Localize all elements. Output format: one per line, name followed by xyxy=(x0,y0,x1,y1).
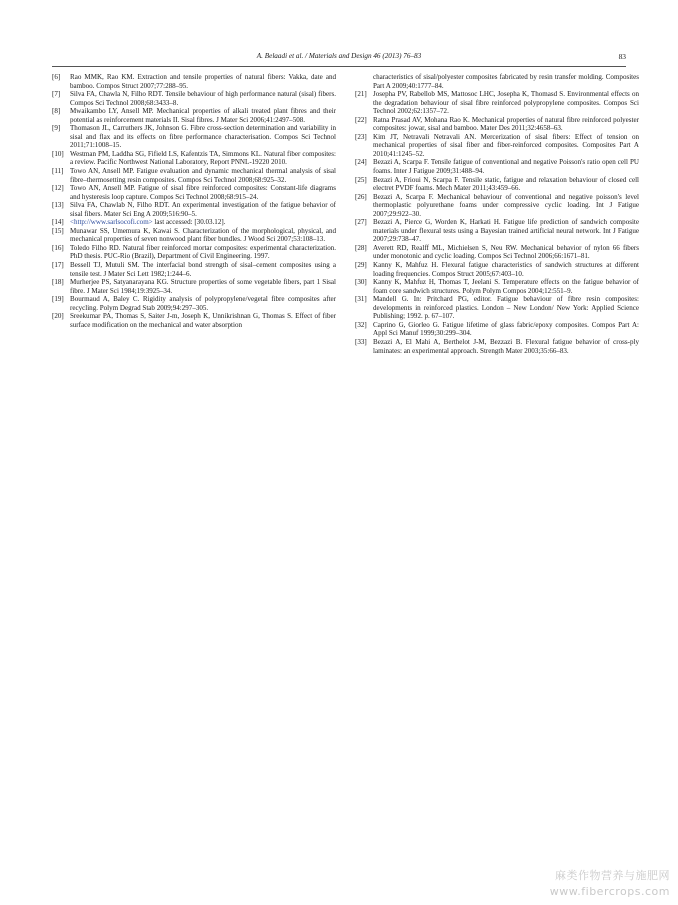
reference-item xyxy=(52,278,336,295)
reference-number: [10] xyxy=(52,149,64,158)
reference-text: Bezazi A, Scarpa F. Tensile fatigue of conventional and negative Poisson's ratio open cell PU foams. Inter J Fatigue 2009;31:488–94. xyxy=(373,158,639,176)
reference-text: Kanny K, Mahfuz H, Thomas T, Jeelani S. Temperature effects on the fatigue behavior of foam core sandwich structures. Polym Polym Compos 2004;12:551–9. xyxy=(373,278,639,295)
reference-item xyxy=(52,261,336,278)
reference-number: [24] xyxy=(355,158,367,167)
reference-text: Murherjee PS, Satyanarayana KG. Structure properties of some vegetable fibers, part 1 Sisal fibre. J Mater Sci 1984;19:3925–34. xyxy=(70,278,336,295)
reference-text: Josepha PV, Rabellob MS, Mattosoc LHC, Josepha K, Thomasd S. Environmental effects on the degradation behaviour of sisal fibre reinforced polypropylene composites. Compos Sci Technol 2002;62:1357–72. xyxy=(373,90,639,116)
reference-number: [18] xyxy=(52,278,64,287)
reference-number: [16] xyxy=(52,243,64,252)
reference-text: Sreekumar PA, Thomas S, Saiter J-m, Joseph K, Unnikrishnan G, Thomas S. Effect of fiber surface modification on the mechanical and water absorption xyxy=(70,312,336,329)
reference-number: [30] xyxy=(355,278,367,287)
reference-number: [19] xyxy=(52,295,64,304)
header-rule xyxy=(52,66,626,67)
reference-number: [14] xyxy=(52,218,64,227)
reference-text: Caprino G, Giorleo G. Fatigue lifetime of glass fabric/epoxy composites. Compos Part A: Appl Sci Manuf 1999;30:299–304. xyxy=(373,320,639,338)
reference-item xyxy=(52,227,336,244)
reference-item xyxy=(52,150,336,167)
reference-item xyxy=(355,176,639,193)
reference-text: Kim JT, Netravali Netravali AN. Mercerization of sisal fibers: Effect of tension on mechanical properties of sisal fiber and fiber-reinforced composites. Composites Part A 2010;41:1245–52. xyxy=(373,132,639,158)
reference-item xyxy=(355,338,639,355)
reference-item xyxy=(355,261,639,278)
reference-item xyxy=(355,158,639,175)
reference-link[interactable]: <http://www.sarlsocofi.com> xyxy=(70,218,153,227)
reference-number: [9] xyxy=(52,124,61,133)
reference-number: [13] xyxy=(52,201,64,210)
reference-text: Mandell G. In: Pritchard PG, editor. Fatigue behaviour of fibre resin composites: developments in reinforced plastics. London – New London/ New York: Applied Science Publishing; 1992. p. 67–107. xyxy=(373,295,639,321)
reference-text: Bezazi A, Frioui N, Scarpa F. Tensile static, fatigue and relaxation behaviour of closed cell electret PVDF foams. Mech Mater 2011;43:459–66. xyxy=(373,175,639,193)
reference-text: Silva FA, Chawla N, Filho RDT. Tensile behaviour of high performance natural (sisal) fibers. Compos Sci Technol 2008;68:3433–8. xyxy=(70,90,336,107)
reference-text: Kanny K, Mahfuz H. Flexural fatigue characteristics of sandwich structures at different loading frequencies. Compos Struct 2005;67:403–10. xyxy=(373,261,639,278)
reference-text: Rao MMK, Rao KM. Extraction and tensile properties of natural fibers: Vakka, date and bamboo. Compos Struct 2007;77:288–95. xyxy=(70,73,336,90)
reference-text: last accessed: [30.03.12]. xyxy=(152,218,226,227)
reference-text: Ratna Prasad AV, Mohana Rao K. Mechanical properties of natural fibre reinforced polyester composites: jowar, sisal and bamboo. Mater Des 2011;32:4658–63. xyxy=(373,115,639,133)
reference-item xyxy=(52,124,336,150)
running-header xyxy=(52,52,626,64)
reference-number: [26] xyxy=(355,192,367,201)
reference-number: [21] xyxy=(355,90,367,99)
references-right-column xyxy=(355,73,639,355)
reference-text: Toledo Filho RD. Natural fiber reinforced mortar composites: experimental characterization. PhD thesis. PUC-Rio (Brazil), Department of Civil Engineering. 1997. xyxy=(70,243,336,261)
reference-item xyxy=(355,193,639,219)
reference-text: Mwaikambo LY, Ansell MP. Mechanical properties of alkali treated plant fibres and their potential as reinforcement materials II. Sisal fibres. J Mater Sci 2006;41:2497–508. xyxy=(70,107,336,124)
reference-text: Bourmaud A, Baley C. Rigidity analysis of polypropylene/vegetal fibre composites after recycling. Polym Degrad Stab 2009;94:297–305. xyxy=(70,295,336,312)
reference-number: [25] xyxy=(355,175,367,184)
reference-number: [15] xyxy=(52,226,64,235)
reference-number: [17] xyxy=(52,261,64,270)
reference-number: [7] xyxy=(52,90,61,99)
reference-number: [28] xyxy=(355,243,367,252)
journal-citation: A. Belaadi et al. / Materials and Design 46 (2013) 76–83 xyxy=(256,52,422,60)
reference-item xyxy=(52,295,336,312)
watermark-chinese: 麻类作物营养与施肥网 xyxy=(555,869,670,882)
reference-item xyxy=(52,184,336,201)
reference-number: [20] xyxy=(52,312,64,321)
reference-number: [31] xyxy=(355,295,367,304)
reference-number: [11] xyxy=(52,167,64,176)
reference-text: Towo AN, Ansell MP. Fatigue of sisal fibre reinforced composites: Constant-life diagrams and hysteresis loop capture. Compos Sci Technol 2008;68:915–24. xyxy=(70,184,336,201)
reference-text: Silva FA, Chawlab N, Filho RDT. An experimental investigation of the fatigue behavior of sisal fibers. Mater Sci Eng A 2009;516:90–5. xyxy=(70,201,336,218)
reference-20-continuation: characteristics of sisal/polyester composites fabricated by resin transfer molding. Composites Part A 2009;40:1777–84. xyxy=(373,73,639,90)
reference-item xyxy=(355,278,639,295)
reference-item xyxy=(355,116,639,133)
watermark-url: www.fibercrops.com xyxy=(549,885,670,898)
reference-item xyxy=(355,244,639,261)
references-left-column xyxy=(52,73,336,329)
reference-number: [22] xyxy=(355,115,367,124)
page-number: 83 xyxy=(618,52,626,61)
reference-number: [12] xyxy=(52,184,64,193)
reference-item xyxy=(52,312,336,329)
reference-text: Bezazi A, Scarpa F. Mechanical behaviour of conventional and negative poisson's level thermoplastic polyurethane foams under compressive cyclic loading. Int J Fatigue 2007;29:922–30. xyxy=(373,192,639,218)
reference-text: Averett RD, Realff ML, Michielsen S, Neu RW. Mechanical behavior of nylon 66 fibers under monotonic and cyclic loading. Compos Sci Technol 2006;66:1671–81. xyxy=(373,243,639,261)
reference-number: [8] xyxy=(52,107,61,116)
reference-item xyxy=(52,107,336,124)
reference-text: Bessell TJ, Mutuli SM. The interfacial bond strength of sisal–cement composites using a tensile test. J Mater Sci Lett 1982;1:244–6. xyxy=(70,261,336,278)
reference-item xyxy=(52,167,336,184)
reference-item xyxy=(355,90,639,116)
reference-item xyxy=(52,90,336,107)
reference-text: Westman PM, Laddha SG, Fifield LS, Kafentzis TA, Simmons KL. Natural fiber composites: a review. Pacific Northwest National Laboratory, Report PNNL-19220 2010. xyxy=(70,149,336,167)
reference-item xyxy=(52,201,336,218)
reference-item xyxy=(52,244,336,261)
reference-number: [33] xyxy=(355,337,367,346)
reference-text: Thomason JL, Carruthers JK, Johnson G. Fibre cross-section determination and variability in sisal and flax and its effects on fibre performance characterisation. Compos Sci Technol 2011;71:1008–15. xyxy=(70,124,336,150)
reference-item xyxy=(52,73,336,90)
reference-item xyxy=(355,218,639,244)
reference-number: [6] xyxy=(52,73,61,81)
reference-item xyxy=(355,133,639,159)
reference-item xyxy=(355,295,639,321)
reference-text: Bezazi A, Pierce G, Worden K, Harkati H. Fatigue life prediction of sandwich composite materials under flexural tests using a Bayesian trained artificial neural network. Int J Fatigue 2007;29:738–47. xyxy=(373,218,639,244)
reference-number: [23] xyxy=(355,132,367,141)
reference-item xyxy=(355,321,639,338)
reference-text: Munawar SS, Umemura K, Kawai S. Characterization of the morphological, physical, and mechanical properties of seven nonwood plant fiber bundles. J Wood Sci 2007;53:108–13. xyxy=(70,226,336,244)
reference-number: [32] xyxy=(355,320,367,329)
reference-number: [29] xyxy=(355,261,367,270)
reference-text: Bezazi A, El Mahi A, Berthelot J-M, Bezzazi B. Flexural fatigue behavior of cross-ply laminates: an experimental approach. Strength Mater 2003;35:66–83. xyxy=(373,337,639,355)
reference-item xyxy=(52,218,336,227)
reference-number: [27] xyxy=(355,218,367,227)
reference-text: Towo AN, Ansell MP. Fatigue evaluation and dynamic mechanical thermal analysis of sisal fibre–thermosetting resin composites. Compos Sci Technol 2008;68:925–32. xyxy=(70,167,336,184)
